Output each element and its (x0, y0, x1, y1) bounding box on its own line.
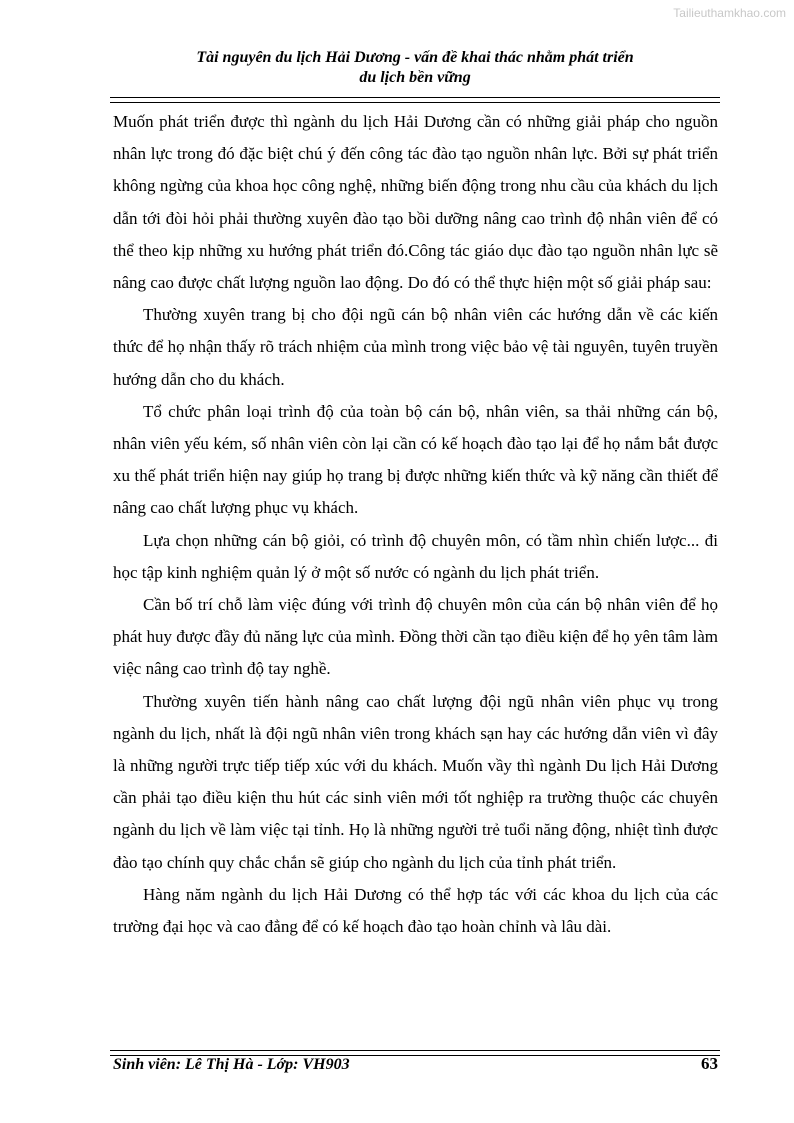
watermark: Tailieuthamkhao.com (673, 6, 786, 20)
paragraph: Hàng năm ngành du lịch Hải Dương có thể hợp tác với các khoa du lịch của các trường đại học và cao đẳng để có kế hoạch đào tạo hoàn chỉnh và lâu dài. (113, 884, 718, 937)
header-title-line-2: du lịch bền vững (359, 69, 471, 86)
page-header (110, 48, 720, 88)
footer-student-info: Sinh viên: Lê Thị Hà - Lớp: VH903 (113, 1056, 350, 1073)
paragraph: Tổ chức phân loại trình độ của toàn bộ cán bộ, nhân viên, sa thải những cán bộ, nhân viên yếu kém, số nhân viên còn lại cần có kế hoạch đào tạo lại để họ nắm bắt được xu thế phát triển hiện nay giúp họ trang bị được những kiến thức và kỹ năng cần thiết để nâng cao chất lượng phục vụ khách. (113, 401, 718, 518)
paragraph: Lựa chọn những cán bộ giỏi, có trình độ chuyên môn, có tầm nhìn chiến lược... đi học tập kinh nghiệm quản lý ở một số nước có ngành du lịch phát triển. (113, 530, 718, 582)
paragraph: Cần bố trí chỗ làm việc đúng với trình độ chuyên môn của cán bộ nhân viên để họ phát huy được đầy đủ năng lực của mình. Đồng thời cần tạo điều kiện để họ yên tâm làm việc nâng cao trình độ tay nghề. (113, 595, 718, 679)
header-title-line-1: Tài nguyên du lịch Hải Dương - vấn đề khai thác nhằm phát triển (196, 49, 634, 66)
paragraph: Muốn phát triển được thì ngành du lịch Hải Dương cần có những giải pháp cho nguồn nhân lực trong đó đặc biệt chú ý đến công tác đào tạo nguồn nhân lực. Bởi sự phát triển không ngừng của khoa học công nghệ, những biến động trong nhu cầu của khách du lịch dẫn tới đòi hỏi phải thường xuyên đào tạo bồi dưỡng nâng cao trình độ nhân viên để có thể theo kịp những xu hướng phát triển đó.Công tác giáo dục đào tạo nguồn nhân lực sẽ nâng cao được chất lượng nguồn lao động. Do đó có thể thực hiện một số giải pháp sau: (113, 112, 718, 293)
paragraph: Thường xuyên tiến hành nâng cao chất lượng đội ngũ nhân viên phục vụ trong ngành du lịch, nhất là đội ngũ nhân viên trong khách sạn hay các hướng dẫn viên vì đây là những người trực tiếp tiếp xúc với du khách. Muốn vầy thì ngành Du lịch Hải Dương cần phải tạo điều kiện thu hút các sinh viên mới tốt nghiệp ra trường thuộc các chuyên ngành du lịch về làm việc tại tỉnh. Họ là những người trẻ tuổi năng động, nhiệt tình được đào tạo chính quy chắc chắn sẽ giúp cho ngành du lịch của tỉnh phát triển. (113, 691, 718, 872)
body-text (113, 106, 718, 943)
page-number: 63 (701, 1054, 718, 1073)
header-divider (110, 97, 720, 103)
paragraph: Thường xuyên trang bị cho đội ngũ cán bộ nhân viên các hướng dẫn về các kiến thức để họ nhận thấy rõ trách nhiệm của mình trong việc bảo vệ tài nguyên, tuyên truyền hướng dẫn cho du khách. (113, 305, 718, 389)
